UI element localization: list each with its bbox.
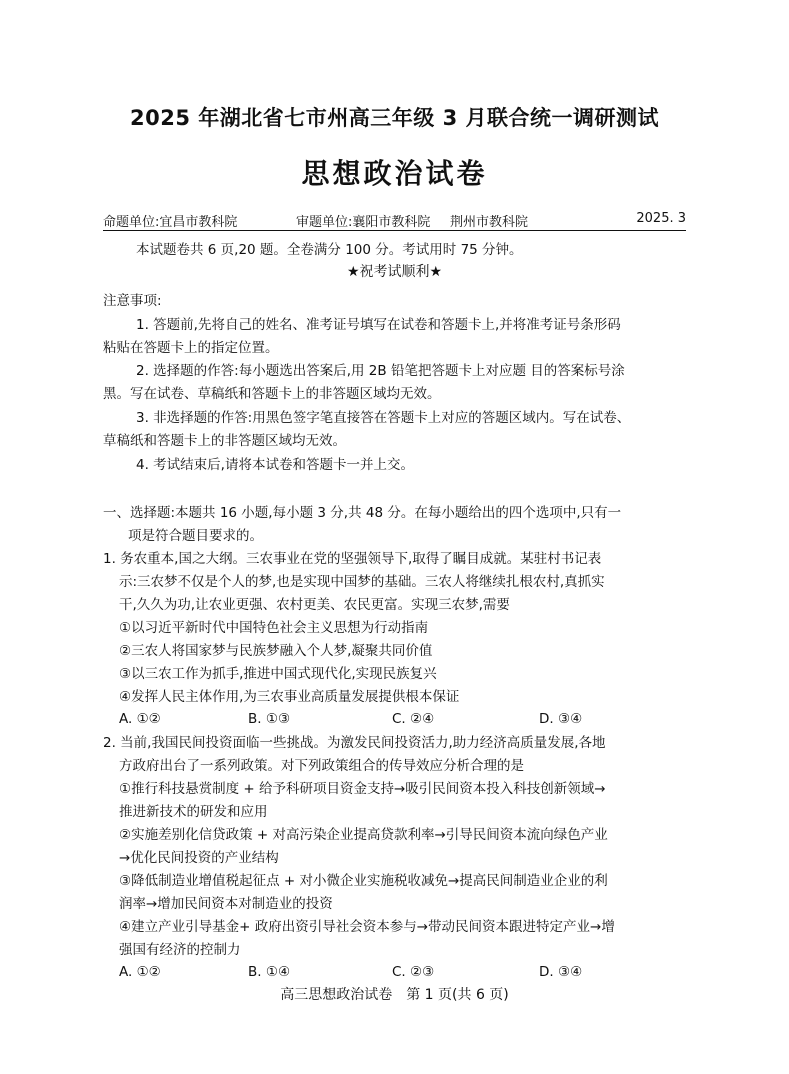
- credit-setter: 命题单位:宜昌市教科院: [103, 215, 238, 230]
- q2-statement-3-line-2: 润率→增加民间资本对制造业的投资: [119, 896, 333, 912]
- q1-stem-line-3: 干,久久为功,让农业更强、农村更美、农民更富。实现三农梦,需要: [119, 597, 510, 613]
- exam-title: 2025 年湖北省七市州高三年级 3 月联合统一调研测试: [130, 106, 659, 130]
- q1-option-a: A. ①②: [119, 711, 161, 727]
- q1-stem-line-2: 示:三农梦不仅是个人的梦,也是实现中国梦的基础。三农人将继续扎根农村,真抓实: [119, 574, 605, 590]
- note-3-line-1: 3. 非选择题的作答:用黑色签字笔直接答在答题卡上对应的答题区域内。写在试卷、: [136, 410, 631, 426]
- q1-statement-3: ③以三农工作为抓手,推进中国式现代化,实现民族复兴: [119, 666, 437, 682]
- notes-heading: 注意事项:: [103, 293, 162, 309]
- q1-stem-line-1: 1. 务农重本,国之大纲。三农事业在党的坚强领导下,取得了瞩目成就。某驻村书记表: [103, 551, 602, 567]
- good-luck-wish: ★祝考试顺利★: [346, 264, 443, 280]
- q1-statement-2: ②三农人将国家梦与民族梦融入个人梦,凝聚共同价值: [119, 643, 433, 659]
- note-2-line-2: 黑。写在试卷、草稿纸和答题卡上的非答题区域均无效。: [103, 386, 441, 402]
- q1-statement-1: ①以习近平新时代中国特色社会主义思想为行动指南: [119, 620, 429, 636]
- credits-line: [103, 210, 686, 231]
- exam-date: 2025. 3: [636, 211, 686, 226]
- note-1-line-2: 粘贴在答题卡上的指定位置。: [103, 340, 279, 356]
- q2-option-a: A. ①②: [119, 964, 161, 980]
- q2-stem-line-1: 2. 当前,我国民间投资面临一些挑战。为激发民间投资活力,助力经济高质量发展,各地: [103, 735, 606, 751]
- intro-text: 本试题卷共 6 页,20 题。全卷满分 100 分。考试用时 75 分钟。: [136, 242, 523, 258]
- q1-option-b: B. ①③: [248, 711, 291, 727]
- credit-reviewer-2: 荆州市教科院: [450, 215, 529, 230]
- note-1-line-1: 1. 答题前,先将自己的姓名、准考证号填写在试卷和答题卡上,并将准考证号条形码: [136, 317, 621, 333]
- subject-title: 思想政治试卷: [301, 157, 488, 190]
- q2-statement-1-line-2: 推进新技术的研发和应用: [119, 804, 268, 820]
- q1-statement-4: ④发挥人民主体作用,为三农事业高质量发展提供根本保证: [119, 689, 460, 705]
- q2-option-c: C. ②③: [392, 964, 435, 980]
- q2-statement-2-line-1: ②实施差别化信贷政策 + 对高污染企业提高贷款利率→引导民间资本流向绿色产业: [119, 827, 608, 843]
- q2-statement-3-line-1: ③降低制造业增值税起征点 + 对小微企业实施税收减免→提高民间制造业企业的利: [119, 873, 608, 889]
- q2-option-b: B. ①④: [248, 964, 291, 980]
- q1-option-d: D. ③④: [539, 711, 583, 727]
- q1-option-c: C. ②④: [392, 711, 435, 727]
- q2-statement-4-line-1: ④建立产业引导基金+ 政府出资引导社会资本参与→带动民间资本跟进特定产业→增: [119, 919, 615, 935]
- q1-options: [0, 709, 789, 729]
- q2-statement-1-line-1: ①推行科技悬赏制度 + 给予科研项目资金支持→吸引民间资本投入科技创新领域→: [119, 781, 606, 797]
- credit-reviewer: 审题单位:襄阳市教科院: [296, 215, 431, 230]
- q2-options: [0, 962, 789, 982]
- note-4: 4. 考试结束后,请将本试卷和答题卡一并上交。: [136, 457, 414, 473]
- q2-statement-4-line-2: 强国有经济的控制力: [119, 942, 241, 958]
- page-footer: 高三思想政治试卷 第 1 页(共 6 页): [280, 987, 509, 1003]
- q2-option-d: D. ③④: [539, 964, 583, 980]
- note-3-line-2: 草稿纸和答题卡上的非答题区域均无效。: [103, 433, 346, 449]
- section-heading-line-1: 一、选择题:本题共 16 小题,每小题 3 分,共 48 分。在每小题给出的四个选项中,只有一: [103, 505, 622, 521]
- q2-statement-2-line-2: →优化民间投资的产业结构: [119, 850, 279, 866]
- section-heading-line-2: 项是符合题目要求的。: [128, 528, 263, 544]
- note-2-line-1: 2. 选择题的作答:每小题选出答案后,用 2B 铅笔把答题卡上对应题 目的答案标号涂: [136, 363, 625, 379]
- q2-stem-line-2: 方政府出台了一系列政策。对下列政策组合的传导效应分析合理的是: [119, 758, 524, 774]
